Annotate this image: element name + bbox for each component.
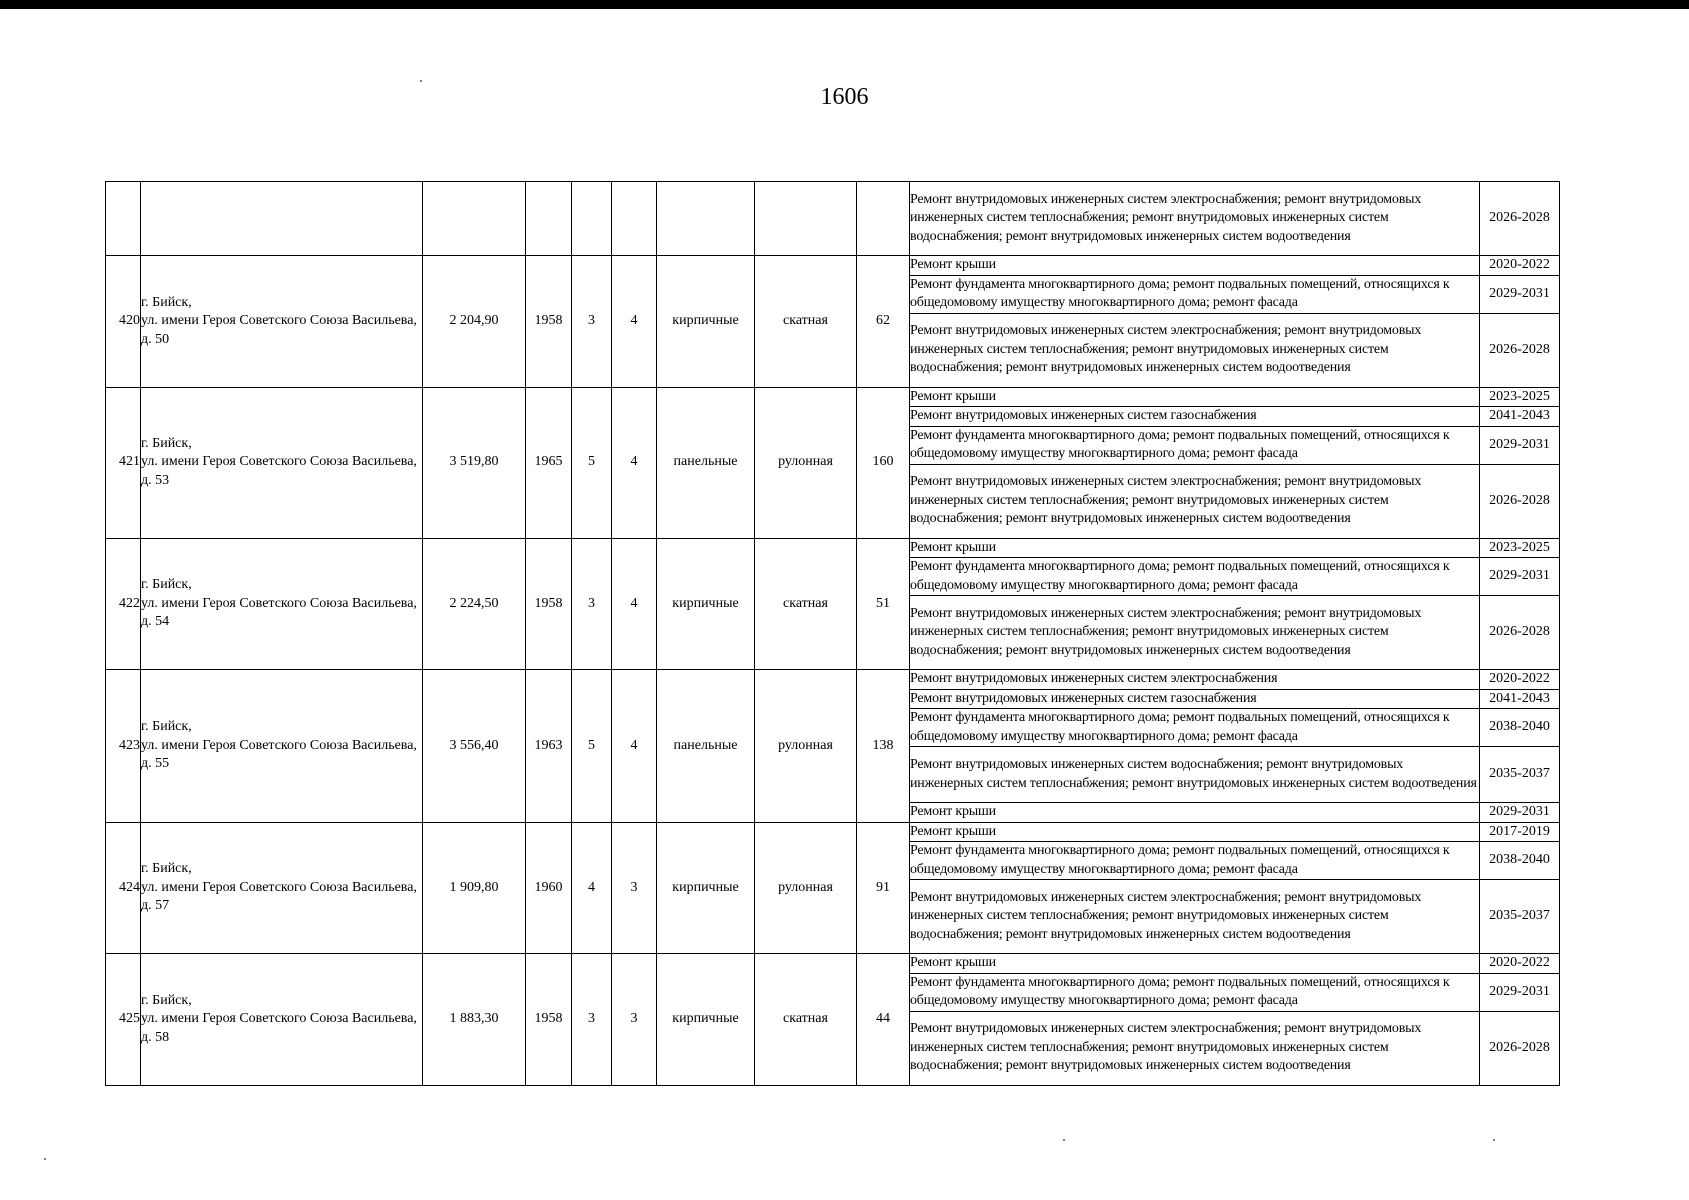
residents-cell: 138 bbox=[857, 670, 910, 823]
residents-cell: 51 bbox=[857, 538, 910, 670]
wall-material-cell: кирпичные bbox=[657, 954, 755, 1086]
address-line: ул. имени Героя Советского Союза Васильева, bbox=[141, 454, 417, 470]
roof-type-cell: скатная bbox=[755, 954, 857, 1086]
year-cell: 1958 bbox=[526, 538, 572, 670]
work-period: 2041-2043 bbox=[1480, 689, 1560, 709]
floors-cell: 3 bbox=[572, 954, 612, 1086]
work-period: 2029-2031 bbox=[1480, 558, 1560, 596]
work-period: 2029-2031 bbox=[1480, 803, 1560, 823]
work-period: 2029-2031 bbox=[1480, 426, 1560, 464]
work-period: 2029-2031 bbox=[1480, 973, 1560, 1011]
address-line: ул. имени Героя Советского Союза Васильева, bbox=[141, 879, 417, 895]
work-period: 2020-2022 bbox=[1480, 670, 1560, 690]
row-number: 420 bbox=[106, 256, 141, 388]
work-description: Ремонт внутридомовых инженерных систем водоснабжения; ремонт внутридомовых инженерных систем теплоснабжения; ремонт внутридомовых инженерных систем водоотведения bbox=[910, 747, 1480, 803]
address-line: г. Бийск, bbox=[141, 992, 192, 1008]
work-description: Ремонт внутридомовых инженерных систем электроснабжения; ремонт внутридомовых инженерных систем теплоснабжения; ремонт внутридомовых инженерных систем водоснабжения; ремонт внутридомовых инженерных систем водоотведения bbox=[910, 596, 1480, 670]
empty-cell bbox=[106, 182, 141, 256]
work-description: Ремонт внутридомовых инженерных систем электроснабжения; ремонт внутридомовых инженерных систем теплоснабжения; ремонт внутридомовых инженерных систем водоснабжения; ремонт внутридомовых инженерных систем водоотведения bbox=[910, 182, 1480, 256]
page-number: 1606 bbox=[820, 84, 869, 110]
row-number: 422 bbox=[106, 538, 141, 670]
row-number: 421 bbox=[106, 387, 141, 538]
entrances-cell: 3 bbox=[612, 954, 657, 1086]
area-cell: 3 519,80 bbox=[423, 387, 526, 538]
roof-type-cell: скатная bbox=[755, 538, 857, 670]
table-body bbox=[106, 182, 1560, 1086]
work-description: Ремонт фундамента многоквартирного дома; ремонт подвальных помещений, относящихся к общедомовому имуществу многоквартирного дома; ремонт фасада bbox=[910, 842, 1480, 880]
work-period: 2041-2043 bbox=[1480, 407, 1560, 427]
work-description: Ремонт внутридомовых инженерных систем газоснабжения bbox=[910, 407, 1480, 427]
work-description: Ремонт внутридомовых инженерных систем газоснабжения bbox=[910, 689, 1480, 709]
work-description: Ремонт крыши bbox=[910, 387, 1480, 407]
table-row bbox=[106, 954, 1560, 974]
address-cell bbox=[141, 256, 423, 388]
work-description: Ремонт крыши bbox=[910, 822, 1480, 842]
address-line: ул. имени Героя Советского Союза Васильева, bbox=[141, 595, 417, 611]
year-cell: 1963 bbox=[526, 670, 572, 823]
empty-cell bbox=[857, 182, 910, 256]
work-description: Ремонт крыши bbox=[910, 954, 1480, 974]
wall-material-cell: панельные bbox=[657, 387, 755, 538]
work-period: 2035-2037 bbox=[1480, 880, 1560, 954]
address-cell bbox=[141, 954, 423, 1086]
entrances-cell: 4 bbox=[612, 387, 657, 538]
work-period: 2029-2031 bbox=[1480, 275, 1560, 313]
work-description: Ремонт фундамента многоквартирного дома; ремонт подвальных помещений, относящихся к общедомовому имуществу многоквартирного дома; ремонт фасада bbox=[910, 426, 1480, 464]
address-line: д. 55 bbox=[141, 756, 170, 771]
row-number: 423 bbox=[106, 670, 141, 823]
empty-cell bbox=[612, 182, 657, 256]
work-description: Ремонт фундамента многоквартирного дома; ремонт подвальных помещений, относящихся к общедомовому имуществу многоквартирного дома; ремонт фасада bbox=[910, 709, 1480, 747]
area-cell: 1 909,80 bbox=[423, 822, 526, 954]
year-cell: 1960 bbox=[526, 822, 572, 954]
table-row bbox=[106, 670, 1560, 690]
work-description: Ремонт внутридомовых инженерных систем электроснабжения bbox=[910, 670, 1480, 690]
work-description: Ремонт крыши bbox=[910, 256, 1480, 276]
work-description: Ремонт крыши bbox=[910, 538, 1480, 558]
address-line: ул. имени Героя Советского Союза Васильева, bbox=[141, 313, 417, 328]
residents-cell: 62 bbox=[857, 256, 910, 388]
address-cell bbox=[141, 670, 423, 823]
floors-cell: 3 bbox=[572, 538, 612, 670]
capital-repair-table bbox=[105, 181, 1560, 1086]
empty-cell bbox=[423, 182, 526, 256]
address-cell bbox=[141, 538, 423, 670]
work-period: 2026-2028 bbox=[1480, 182, 1560, 256]
work-period: 2017-2019 bbox=[1480, 822, 1560, 842]
wall-material-cell: кирпичные bbox=[657, 256, 755, 388]
address-line: г. Бийск, bbox=[141, 861, 192, 876]
work-description: Ремонт внутридомовых инженерных систем электроснабжения; ремонт внутридомовых инженерных систем теплоснабжения; ремонт внутридомовых инженерных систем водоснабжения; ремонт внутридомовых инженерных систем водоотведения bbox=[910, 464, 1480, 538]
address-line: д. 50 bbox=[141, 331, 170, 347]
address-line: ул. имени Героя Советского Союза Васильева, bbox=[141, 1011, 417, 1026]
entrances-cell: 4 bbox=[612, 670, 657, 823]
table-row bbox=[106, 256, 1560, 276]
work-description: Ремонт фундамента многоквартирного дома; ремонт подвальных помещений, относящихся к общедомовому имуществу многоквартирного дома; ремонт фасада bbox=[910, 558, 1480, 596]
empty-cell bbox=[572, 182, 612, 256]
work-description: Ремонт фундамента многоквартирного дома; ремонт подвальных помещений, относящихся к общедомовому имуществу многоквартирного дома; ремонт фасада bbox=[910, 275, 1480, 313]
work-period: 2020-2022 bbox=[1480, 954, 1560, 974]
year-cell: 1958 bbox=[526, 954, 572, 1086]
table-row bbox=[106, 822, 1560, 842]
area-cell: 2 224,50 bbox=[423, 538, 526, 670]
address-line: г. Бийск, bbox=[141, 294, 192, 310]
address-line: г. Бийск, bbox=[141, 719, 192, 734]
floors-cell: 5 bbox=[572, 670, 612, 823]
scan-speck bbox=[1493, 1139, 1495, 1141]
address-line: д. 54 bbox=[141, 614, 170, 629]
work-description: Ремонт фундамента многоквартирного дома; ремонт подвальных помещений, относящихся к общедомовому имуществу многоквартирного дома; ремонт фасада bbox=[910, 973, 1480, 1011]
address-line: г. Бийск, bbox=[141, 435, 192, 451]
roof-type-cell: скатная bbox=[755, 256, 857, 388]
work-description: Ремонт внутридомовых инженерных систем электроснабжения; ремонт внутридомовых инженерных систем теплоснабжения; ремонт внутридомовых инженерных систем водоснабжения; ремонт внутридомовых инженерных систем водоотведения bbox=[910, 880, 1480, 954]
empty-cell bbox=[755, 182, 857, 256]
address-line: д. 57 bbox=[141, 898, 170, 913]
table-row bbox=[106, 182, 1560, 256]
empty-cell bbox=[526, 182, 572, 256]
year-cell: 1965 bbox=[526, 387, 572, 538]
area-cell: 1 883,30 bbox=[423, 954, 526, 1086]
work-period: 2023-2025 bbox=[1480, 538, 1560, 558]
address-cell bbox=[141, 387, 423, 538]
year-cell: 1958 bbox=[526, 256, 572, 388]
entrances-cell: 4 bbox=[612, 256, 657, 388]
residents-cell: 91 bbox=[857, 822, 910, 954]
residents-cell: 44 bbox=[857, 954, 910, 1086]
roof-type-cell: рулонная bbox=[755, 822, 857, 954]
row-number: 425 bbox=[106, 954, 141, 1086]
table-row bbox=[106, 538, 1560, 558]
scan-speck bbox=[420, 80, 422, 82]
entrances-cell: 4 bbox=[612, 538, 657, 670]
roof-type-cell: рулонная bbox=[755, 670, 857, 823]
residents-cell: 160 bbox=[857, 387, 910, 538]
area-cell: 3 556,40 bbox=[423, 670, 526, 823]
area-cell: 2 204,90 bbox=[423, 256, 526, 388]
work-period: 2038-2040 bbox=[1480, 709, 1560, 747]
roof-type-cell: рулонная bbox=[755, 387, 857, 538]
work-period: 2026-2028 bbox=[1480, 1011, 1560, 1085]
work-period: 2035-2037 bbox=[1480, 747, 1560, 803]
work-period: 2023-2025 bbox=[1480, 387, 1560, 407]
wall-material-cell: кирпичные bbox=[657, 538, 755, 670]
floors-cell: 5 bbox=[572, 387, 612, 538]
address-line: ул. имени Героя Советского Союза Васильева, bbox=[141, 737, 417, 753]
work-period: 2026-2028 bbox=[1480, 596, 1560, 670]
address-cell bbox=[141, 822, 423, 954]
wall-material-cell: панельные bbox=[657, 670, 755, 823]
scan-speck bbox=[1063, 1139, 1065, 1141]
floors-cell: 4 bbox=[572, 822, 612, 954]
address-line: г. Бийск, bbox=[141, 577, 192, 592]
row-number: 424 bbox=[106, 822, 141, 954]
work-period: 2020-2022 bbox=[1480, 256, 1560, 276]
work-description: Ремонт крыши bbox=[910, 803, 1480, 823]
empty-cell bbox=[657, 182, 755, 256]
wall-material-cell: кирпичные bbox=[657, 822, 755, 954]
empty-cell bbox=[141, 182, 423, 256]
work-description: Ремонт внутридомовых инженерных систем электроснабжения; ремонт внутридомовых инженерных систем теплоснабжения; ремонт внутридомовых инженерных систем водоснабжения; ремонт внутридомовых инженерных систем водоотведения bbox=[910, 313, 1480, 387]
table-row bbox=[106, 387, 1560, 407]
work-period: 2038-2040 bbox=[1480, 842, 1560, 880]
floors-cell: 3 bbox=[572, 256, 612, 388]
entrances-cell: 3 bbox=[612, 822, 657, 954]
work-description: Ремонт внутридомовых инженерных систем электроснабжения; ремонт внутридомовых инженерных систем теплоснабжения; ремонт внутридомовых инженерных систем водоснабжения; ремонт внутридомовых инженерных систем водоотведения bbox=[910, 1011, 1480, 1085]
address-line: д. 53 bbox=[141, 472, 170, 488]
address-line: д. 58 bbox=[141, 1029, 170, 1045]
work-period: 2026-2028 bbox=[1480, 313, 1560, 387]
scan-speck bbox=[44, 1158, 46, 1160]
scan-top-border bbox=[0, 0, 1689, 9]
work-period: 2026-2028 bbox=[1480, 464, 1560, 538]
